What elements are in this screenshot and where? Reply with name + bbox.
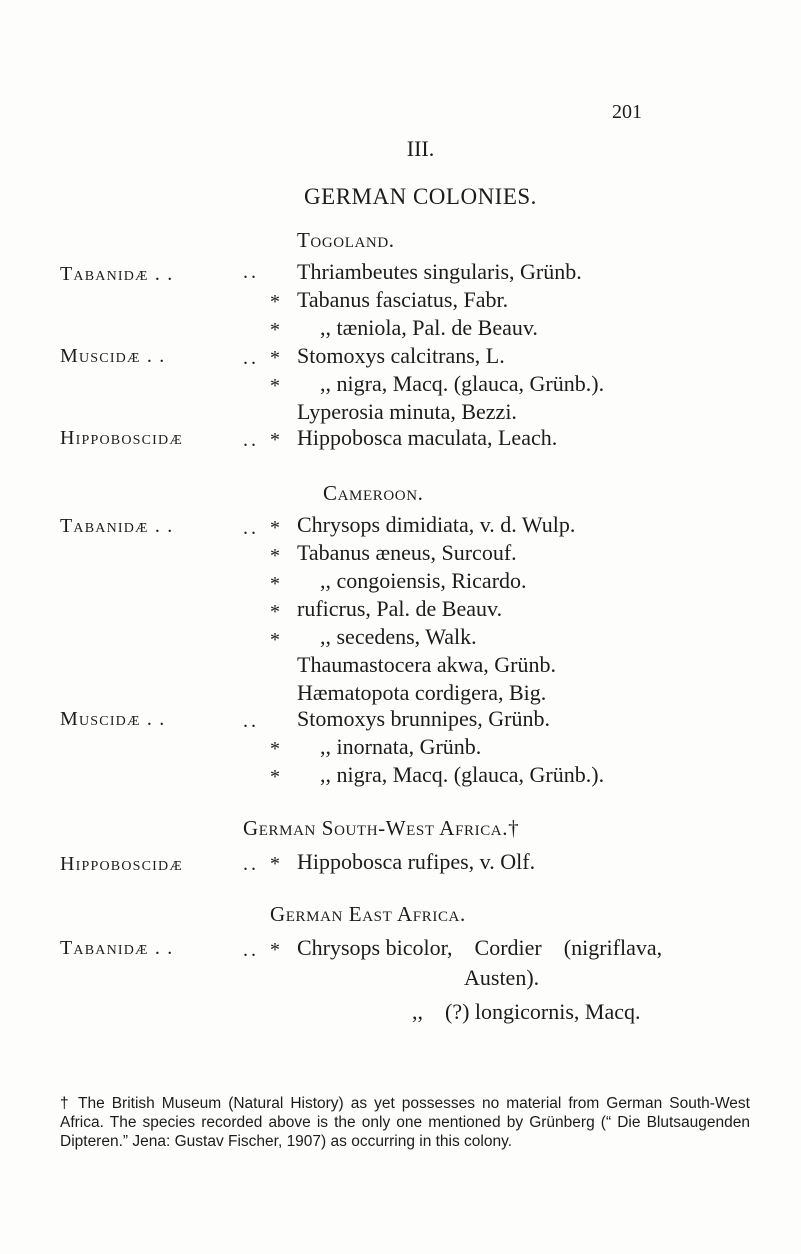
type-marker: * <box>270 601 280 623</box>
type-marker: * <box>270 545 280 567</box>
species-entry: ,, nigra, Macq. (glauca, Grünb.). <box>320 762 605 787</box>
type-marker: * <box>270 738 280 760</box>
leader-dots: .. <box>243 429 259 451</box>
species-entry: Chrysops dimidiata, v. d. Wulp. <box>297 512 576 537</box>
species-entry: Austen). <box>464 965 540 990</box>
leader-dots: .. <box>243 347 259 369</box>
section-heading-east: German East Africa. <box>270 902 466 926</box>
family-label: Tabanidæ . . <box>60 937 174 959</box>
family-label: Hippoboscidæ <box>60 853 183 875</box>
species-entry: Hippobosca maculata, Leach. <box>297 425 558 450</box>
main-title: GERMAN COLONIES. <box>304 184 537 209</box>
section-heading-southwest: German South-West Africa.† <box>243 816 520 840</box>
part-heading: III. <box>406 136 435 161</box>
leader-dots: .. <box>243 517 259 539</box>
species-entry: ,, tæniola, Pal. de Beauv. <box>320 315 538 340</box>
species-entry: ,, inornata, Grünb. <box>320 734 482 759</box>
species-entry: Hæmatopota cordigera, Big. <box>297 680 547 705</box>
species-entry: ,, (?) longicornis, Macq. <box>412 999 641 1024</box>
type-marker: * <box>270 573 280 595</box>
type-marker: * <box>270 347 280 369</box>
type-marker: * <box>270 429 280 451</box>
family-label: Hippoboscidæ <box>60 427 183 449</box>
section-heading-cameroon: Cameroon. <box>323 481 424 505</box>
type-marker: * <box>270 939 280 961</box>
type-marker: * <box>270 291 280 313</box>
species-entry: Chrysops bicolor, Cordier (nigriflava, <box>297 935 663 960</box>
species-entry: ,, congoiensis, Ricardo. <box>320 568 527 593</box>
species-entry: ruficrus, Pal. de Beauv. <box>297 596 503 621</box>
species-entry: ,, nigra, Macq. (glauca, Grünb.). <box>320 371 605 396</box>
family-label: Muscidæ . . <box>60 345 166 367</box>
type-marker: * <box>270 375 280 397</box>
species-entry: ,, secedens, Walk. <box>320 624 477 649</box>
leader-dots: .. <box>243 261 259 283</box>
leader-dots: .. <box>243 710 259 732</box>
type-marker: * <box>270 853 280 875</box>
leader-dots: .. <box>243 939 259 961</box>
species-entry: Hippobosca rufipes, v. Olf. <box>297 849 536 874</box>
family-label: Tabanidæ . . <box>60 515 174 537</box>
type-marker: * <box>270 319 280 341</box>
species-entry: Thriambeutes singularis, Grünb. <box>297 259 582 284</box>
type-marker: * <box>270 517 280 539</box>
family-label: Muscidæ . . <box>60 708 166 730</box>
type-marker: * <box>270 766 280 788</box>
leader-dots: .. <box>243 853 259 875</box>
species-entry: Tabanus fasciatus, Fabr. <box>297 287 509 312</box>
species-entry: Tabanus æneus, Surcouf. <box>297 540 517 565</box>
species-entry: Lyperosia minuta, Bezzi. <box>297 399 517 424</box>
species-entry: Stomoxys calcitrans, L. <box>297 343 505 368</box>
type-marker: * <box>270 629 280 651</box>
page-number: 201 <box>612 101 642 123</box>
section-heading-togoland: Togoland. <box>297 228 395 252</box>
species-entry: Thaumastocera akwa, Grünb. <box>297 652 557 677</box>
footnote: † The British Museum (Natural History) as yet possesses no material from German South-West Africa. The species recorded above is the only one mentioned by Grünberg (“ Die Blutsaugenden Dipteren.” Jena: Gustav Fischer, 1907) as occurring in this colony. <box>60 1095 750 1150</box>
family-label: Tabanidæ . . <box>60 263 174 285</box>
species-entry: Stomoxys brunnipes, Grünb. <box>297 706 550 731</box>
